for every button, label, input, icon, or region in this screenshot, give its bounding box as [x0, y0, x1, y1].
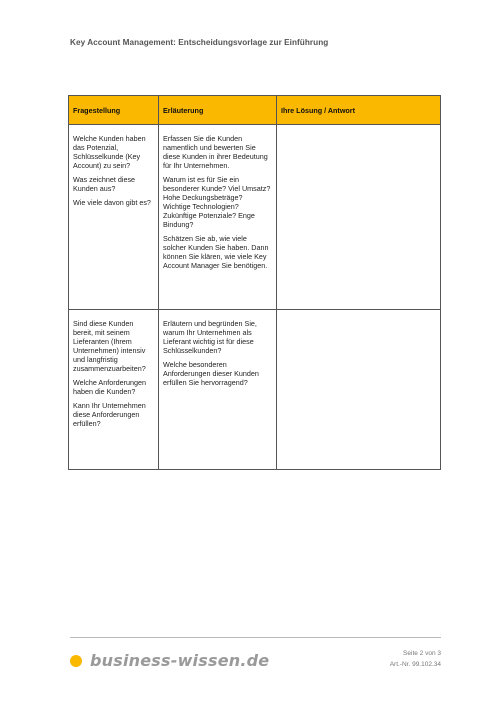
logo-text: business-wissen.de	[90, 651, 270, 670]
column-header-answer: Ihre Lösung / Antwort	[277, 96, 441, 125]
article-number: Art.-Nr. 99.102.34	[389, 661, 441, 668]
explanation-text: Erfassen Sie die Kunden namentlich und bewerten Sie diese Kunden in ihrer Bedeutung für Ihr Unternehmen.	[163, 134, 268, 171]
column-header-question: Fragestellung	[69, 96, 159, 125]
explanation-text: Warum ist es für Sie ein besonderer Kunde? Viel Umsatz? Hohe Deckungsbeträge? Wichtige Technologien? Zukünftige Potenziale? Enge Bindung?	[163, 174, 271, 230]
page-number: Seite 2 von 3	[403, 650, 441, 657]
question-text: Welche Kunden haben das Potenzial, Schlüsselkunde (Key Account) zu sein?	[73, 134, 146, 171]
table-header-row	[69, 96, 441, 125]
explanation-text: Erläutern und begründen Sie, warum Ihr Unternehmen als Lieferant wichtig ist für diese Schlüsselkunden?	[163, 319, 257, 356]
explanation-text: Welche besonderen Anforderungen dieser Kunden erfüllen Sie hervorragend?	[163, 359, 259, 388]
business-wissen-logo	[70, 651, 269, 670]
question-text: Sind diese Kunden bereit, mit seinem Lieferanten (Ihrem Unternehmen) intensiv und langfristig zusammenzuarbeiten?	[73, 319, 146, 374]
answer-cell[interactable]	[277, 310, 441, 470]
explanation-text: Schätzen Sie ab, wie viele solcher Kunden Sie haben. Dann können Sie klären, wie viele Key Account Manager Sie benötigen.	[163, 233, 269, 271]
explanation-cell	[159, 310, 277, 470]
question-text: Was zeichnet diese Kunden aus?	[73, 174, 136, 193]
document-header-title: Key Account Management: Entscheidungsvorlage zur Einführung	[70, 38, 329, 47]
footer-divider	[70, 637, 441, 638]
explanation-cell	[159, 125, 277, 310]
column-header-explanation: Erläuterung	[159, 96, 277, 125]
table-row	[69, 310, 441, 470]
question-cell	[69, 310, 159, 470]
table-row	[69, 125, 441, 310]
question-cell	[69, 125, 159, 310]
logo-dot-icon	[70, 655, 82, 667]
question-text: Welche Anforderungen haben die Kunden?	[73, 378, 146, 397]
answer-cell[interactable]	[277, 125, 441, 310]
question-text: Wie viele davon gibt es?	[73, 197, 151, 207]
decision-table	[68, 95, 441, 470]
question-text: Kann Ihr Unternehmen diese Anforderungen erfüllen?	[73, 400, 146, 428]
